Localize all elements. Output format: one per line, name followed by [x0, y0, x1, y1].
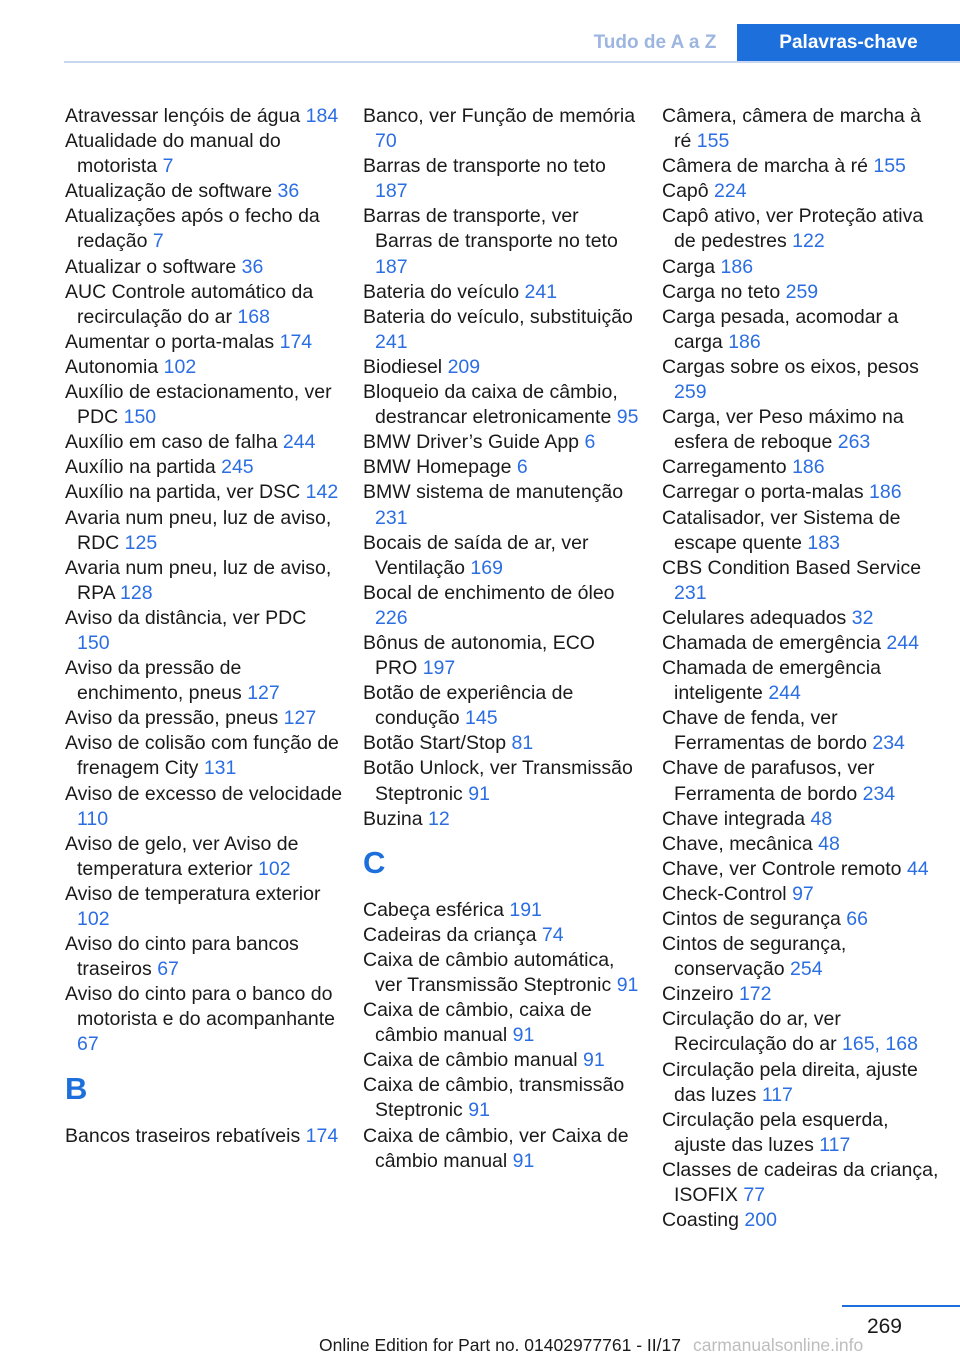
index-entry — [662, 982, 940, 1007]
index-entry — [662, 154, 940, 179]
page-reference-link[interactable]: 6 — [584, 431, 596, 454]
index-term: Aviso de temperatura exterior — [65, 882, 321, 905]
index-term: Atravessar lençóis de água — [65, 105, 301, 127]
page-reference-link[interactable]: 81 — [511, 732, 534, 755]
index-entry — [65, 982, 343, 1057]
index-term: Chave de parafusos, ver Ferramenta de bordo — [662, 757, 875, 805]
index-term: Auxílio de estacionamento, ver PDC — [65, 381, 332, 429]
page-reference-link[interactable]: 6 — [516, 456, 528, 479]
index-column-3 — [662, 104, 940, 1233]
page-reference-link[interactable]: 174 — [279, 330, 313, 353]
index-term: Chave de fenda, ver Ferramentas de bordo — [662, 707, 867, 755]
index-entry — [662, 907, 940, 932]
index-entry — [363, 923, 641, 948]
page-reference-link[interactable]: 244 — [886, 631, 919, 654]
index-term: Auxílio na partida, ver DSC — [65, 481, 301, 504]
index-term: Câmera, câmera de marcha à ré — [662, 105, 922, 153]
page-reference-link[interactable]: 48 — [818, 832, 840, 855]
index-entry — [662, 480, 940, 505]
page-reference-link[interactable]: 145 — [465, 707, 498, 730]
index-entry — [363, 1124, 641, 1174]
index-term: Chave integrada — [662, 807, 806, 830]
page-reference-link[interactable]: 254 — [790, 958, 823, 981]
index-entry — [363, 631, 641, 681]
page-reference-link[interactable]: 91 — [512, 1149, 535, 1172]
page-reference-link[interactable]: 231 — [375, 506, 408, 529]
index-entry — [363, 731, 641, 756]
page-reference-link[interactable]: 241 — [375, 330, 408, 353]
page-reference-link[interactable]: 128 — [120, 581, 153, 604]
index-entry — [363, 455, 641, 480]
page-reference-link[interactable]: 165, 168 — [842, 1033, 918, 1056]
index-entry — [662, 882, 940, 907]
index-term: Circulação pela direita, ajuste das luzes — [662, 1058, 918, 1106]
index-entry — [65, 204, 343, 254]
page-reference-link[interactable]: 231 — [674, 581, 707, 604]
page-reference-link[interactable]: 12 — [428, 807, 450, 830]
index-term: Cinzeiro — [662, 983, 734, 1006]
chapter-tab[interactable]: Palavras-chave — [737, 24, 960, 62]
index-term: Carregar o porta-malas — [662, 481, 864, 504]
index-entry — [363, 1048, 641, 1073]
page-reference-link[interactable]: 91 — [468, 782, 490, 805]
index-term: AUC Controle automático da recirculação do ar — [65, 280, 314, 328]
index-entry — [65, 179, 343, 204]
index-term: Chave, mecânica — [662, 832, 813, 855]
index-entry — [363, 998, 641, 1048]
page-reference-link[interactable]: 97 — [792, 882, 814, 905]
page-reference-link[interactable]: 187 — [375, 255, 408, 278]
index-entry — [65, 330, 343, 355]
index-entry — [363, 280, 641, 305]
edition-footer: Online Edition for Part no. 01402977761 - II/17 — [319, 1335, 681, 1355]
index-term: Câmera de marcha à ré — [662, 155, 868, 178]
page-reference-link[interactable]: 155 — [873, 155, 906, 178]
index-term: Cabeça esférica — [363, 898, 504, 921]
index-term: Aviso da pressão de enchimento, pneus — [65, 657, 242, 705]
index-term: Barras de transporte no teto — [363, 155, 606, 178]
header-divider — [64, 61, 960, 63]
index-entry — [65, 1124, 343, 1149]
index-term: Cargas sobre os eixos, pesos — [662, 355, 919, 378]
index-entry — [662, 405, 940, 455]
page-number: 269 — [866, 1315, 902, 1338]
index-term: Auxílio em caso de falha — [65, 431, 278, 454]
index-entry — [662, 204, 940, 254]
index-term: Bocal de enchimento de óleo — [363, 581, 615, 604]
index-letter-heading: C — [363, 844, 386, 880]
page-reference-link[interactable]: 241 — [524, 280, 558, 303]
page-reference-link[interactable]: 102 — [258, 857, 291, 880]
index-term: Classes de cadeiras da criança, ISOFIX — [662, 1158, 939, 1207]
index-term: Cintos de segurança, conservação — [662, 933, 847, 981]
page-reference-link[interactable]: 91 — [616, 974, 639, 996]
index-entry — [65, 255, 343, 280]
page-reference-link[interactable]: 48 — [810, 807, 833, 830]
index-entry — [363, 948, 641, 998]
page-reference-link[interactable]: 244 — [768, 682, 801, 705]
index-term: Bateria do veículo, substituição — [363, 305, 633, 328]
index-entry — [363, 430, 641, 455]
index-term: Bateria do veículo — [363, 280, 520, 303]
index-term: Aumentar o porta-malas — [65, 330, 275, 353]
page-reference-link[interactable]: 74 — [541, 923, 564, 946]
index-term: Bônus de autonomia, ECO PRO — [363, 631, 595, 680]
index-entry — [662, 756, 940, 806]
index-term: Aviso de gelo, ver Aviso de temperatura exterior — [65, 832, 299, 880]
index-entry — [662, 556, 940, 606]
page-reference-link[interactable]: 117 — [819, 1133, 851, 1156]
index-letter-heading: B — [65, 1070, 88, 1106]
index-term: BMW Homepage — [363, 456, 512, 479]
index-term: Capô ativo, ver Proteção ativa de pedestres — [662, 205, 924, 253]
index-term: Carga — [662, 255, 716, 278]
index-entry — [363, 1073, 641, 1123]
page-reference-link[interactable]: 77 — [743, 1184, 766, 1207]
page-reference-link[interactable]: 102 — [163, 355, 197, 378]
index-entry — [662, 606, 940, 631]
page-reference-link[interactable]: 186 — [720, 255, 754, 278]
page-reference-link[interactable]: 234 — [872, 732, 905, 755]
index-term: Barras de transporte, ver Barras de transporte no teto — [363, 205, 618, 253]
index-entry — [65, 731, 343, 781]
index-term: Circulação do ar, ver Recirculação do ar — [662, 1008, 841, 1056]
page-reference-link[interactable]: 95 — [616, 406, 639, 429]
index-entry — [662, 631, 940, 656]
index-entry — [662, 1058, 940, 1108]
index-term: Avaria num pneu, luz de aviso, RDC — [65, 506, 332, 554]
page-reference-link[interactable]: 234 — [862, 782, 896, 805]
page-reference-link[interactable]: 7 — [152, 230, 164, 253]
index-entry — [65, 782, 343, 832]
index-entry — [65, 355, 343, 380]
index-term: Aviso do cinto para o banco do motorista e do acompanhante — [65, 983, 335, 1031]
page-reference-link[interactable]: 102 — [77, 908, 110, 930]
index-entry — [65, 280, 343, 330]
page-reference-link[interactable]: 66 — [846, 908, 868, 930]
index-entry — [662, 706, 940, 756]
index-term: Atualização de software — [65, 180, 273, 203]
index-entry — [662, 355, 940, 405]
index-entry — [662, 1208, 940, 1233]
index-term: Caixa de câmbio, ver Caixa de câmbio manual — [363, 1124, 629, 1172]
page-reference-link[interactable]: 186 — [728, 330, 761, 353]
index-entry — [662, 305, 940, 355]
page-reference-link[interactable]: 127 — [247, 682, 280, 705]
index-entry — [65, 104, 343, 129]
page-reference-link[interactable]: 197 — [422, 657, 456, 680]
page-reference-link[interactable]: 174 — [305, 1124, 339, 1147]
page-reference-link[interactable]: 150 — [77, 631, 110, 654]
page-reference-link[interactable]: 36 — [277, 180, 300, 203]
index-term: Aviso da pressão, pneus — [65, 707, 279, 730]
index-entry — [65, 932, 343, 982]
index-entry — [65, 882, 343, 932]
index-term: Aviso de excesso de velocidade — [65, 782, 343, 805]
index-term: Celulares adequados — [662, 606, 847, 629]
page-reference-link[interactable]: 155 — [696, 130, 730, 153]
index-entry — [662, 1158, 940, 1208]
page-reference-link[interactable]: 224 — [714, 180, 747, 203]
page-reference-link[interactable]: 186 — [792, 456, 825, 479]
index-entry — [363, 104, 641, 154]
page-reference-link[interactable]: 142 — [305, 481, 339, 504]
index-term: BMW Driver’s Guide App — [363, 431, 580, 454]
index-term: Coasting — [662, 1209, 739, 1232]
index-term: Capô — [662, 180, 709, 203]
index-entry — [363, 355, 641, 380]
page-reference-link[interactable]: 36 — [241, 255, 264, 278]
index-term: Chamada de emergência inteligente — [662, 657, 881, 705]
page-reference-link[interactable]: 172 — [738, 983, 772, 1006]
index-term: Bocais de saída de ar, ver Ventilação — [363, 531, 589, 579]
page-reference-link[interactable]: 122 — [792, 230, 825, 253]
page-reference-link[interactable]: 259 — [674, 381, 707, 404]
index-term: Biodiesel — [363, 355, 443, 378]
index-entry — [662, 807, 940, 832]
index-term: Cadeiras da criança — [363, 923, 537, 946]
index-entry — [363, 305, 641, 355]
page-reference-link[interactable]: 67 — [77, 1033, 99, 1056]
index-entry — [363, 756, 641, 806]
index-term: Caixa de câmbio automática, ver Transmissão Steptronic — [363, 948, 615, 996]
page-reference-link[interactable]: 32 — [851, 606, 874, 629]
page-reference-link[interactable]: 70 — [375, 130, 397, 153]
index-entry — [65, 556, 343, 606]
index-term: Caixa de câmbio, transmissão Steptronic — [363, 1074, 625, 1122]
index-term: Autonomia — [65, 355, 159, 378]
index-entry — [662, 656, 940, 706]
watermark: carmanualsonline.info — [693, 1335, 864, 1355]
page-reference-link[interactable]: 91 — [512, 1024, 535, 1047]
index-term: Botão Unlock, ver Transmissão Steptronic — [363, 757, 633, 805]
page-reference-link[interactable]: 245 — [221, 456, 254, 479]
index-term: Caixa de câmbio, caixa de câmbio manual — [363, 999, 592, 1047]
index-entry — [662, 506, 940, 556]
page-reference-link[interactable]: 186 — [869, 481, 902, 504]
index-term: Carga, ver Peso máximo na esfera de reboque — [662, 406, 904, 454]
page-reference-link[interactable]: 91 — [468, 1099, 490, 1122]
index-entry — [363, 898, 641, 923]
index-term: Chamada de emergência — [662, 631, 881, 654]
page-reference-link[interactable]: 209 — [447, 355, 481, 378]
index-term: Bancos traseiros rebatíveis — [65, 1124, 301, 1147]
index-term: Atualidade do manual do motorista — [65, 130, 281, 178]
index-entry — [65, 129, 343, 179]
index-entry — [662, 1108, 940, 1158]
page-reference-link[interactable]: 191 — [509, 898, 542, 921]
index-term: Bloqueio da caixa de câmbio, destrancar eletronicamente — [363, 381, 618, 429]
index-term: Avaria num pneu, luz de aviso, RPA — [65, 556, 332, 604]
index-term: Botão de experiência de condução — [363, 682, 574, 730]
index-term: Carregamento — [662, 456, 787, 479]
page-reference-link[interactable]: 110 — [77, 807, 109, 830]
page-reference-link[interactable]: 131 — [203, 757, 237, 780]
index-entry — [65, 832, 343, 882]
index-term: CBS Condition Based Service — [662, 556, 922, 579]
index-term: Circulação pela esquerda, ajuste das luzes — [662, 1108, 889, 1156]
index-entry — [363, 154, 641, 204]
index-term: Catalisador, ver Sistema de escape quente — [662, 506, 901, 554]
index-term: Aviso do cinto para bancos traseiros — [65, 933, 299, 981]
index-entry — [65, 430, 343, 455]
index-column-2 — [363, 104, 641, 1174]
page-reference-link[interactable]: 91 — [583, 1049, 605, 1072]
page-header — [0, 24, 960, 62]
index-term: Chave, ver Controle remoto — [662, 857, 902, 880]
index-entry — [65, 480, 343, 505]
index-entry — [662, 932, 940, 982]
index-term: Cintos de segurança — [662, 908, 841, 930]
index-term: BMW sistema de manutenção — [363, 481, 624, 504]
page-reference-link[interactable]: 259 — [785, 280, 819, 303]
index-entry — [65, 455, 343, 480]
page-reference-link[interactable]: 117 — [761, 1083, 793, 1106]
index-entry — [662, 857, 940, 882]
page-reference-link[interactable]: 184 — [305, 105, 339, 127]
index-entry — [65, 506, 343, 556]
page-reference-link[interactable]: 127 — [283, 707, 317, 730]
index-entry — [662, 280, 940, 305]
page-reference-link[interactable]: 125 — [124, 531, 158, 554]
page-reference-link[interactable]: 263 — [837, 431, 871, 454]
index-entry — [65, 706, 343, 731]
index-entry — [363, 204, 641, 279]
page-reference-link[interactable]: 187 — [375, 180, 408, 203]
page-reference-link[interactable]: 244 — [282, 431, 316, 454]
index-term: Carga pesada, acomodar a carga — [662, 305, 899, 353]
page-reference-link[interactable]: 169 — [470, 556, 503, 579]
index-entry — [662, 179, 940, 204]
page-reference-link[interactable]: 200 — [744, 1209, 777, 1232]
footer-divider — [842, 1305, 960, 1307]
index-term: Botão Start/Stop — [363, 732, 507, 755]
index-entry — [662, 455, 940, 480]
index-entry — [363, 681, 641, 731]
page-reference-link[interactable]: 67 — [157, 958, 179, 981]
index-term: Aviso de colisão com função de frenagem City — [65, 732, 339, 780]
page-reference-link[interactable]: 168 — [237, 305, 270, 328]
index-entry — [65, 380, 343, 430]
index-column-1 — [65, 104, 343, 1149]
index-entry — [363, 380, 641, 430]
index-term: Auxílio na partida — [65, 456, 216, 479]
page-reference-link[interactable]: 183 — [807, 531, 840, 554]
page-reference-link[interactable]: 150 — [123, 406, 157, 429]
page-reference-link[interactable]: 226 — [375, 606, 408, 629]
index-entry — [65, 606, 343, 656]
index-term: Banco, ver Função de memória — [363, 105, 636, 127]
index-entry — [363, 581, 641, 631]
index-term: Atualizações após o fecho da redação — [65, 205, 320, 253]
index-term: Aviso da distância, ver PDC — [65, 606, 307, 629]
index-entry — [363, 480, 641, 530]
index-entry — [662, 832, 940, 857]
index-term: Caixa de câmbio manual — [363, 1049, 578, 1072]
index-term: Carga no teto — [662, 280, 781, 303]
index-term: Check-Control — [662, 882, 787, 905]
index-entry — [662, 1007, 940, 1057]
index-entry — [662, 104, 940, 154]
index-entry — [363, 807, 641, 832]
section-tab[interactable]: Tudo de A a Z — [593, 32, 717, 53]
page-reference-link[interactable]: 44 — [906, 857, 929, 880]
index-term: Atualizar o software — [65, 255, 237, 278]
index-entry — [65, 656, 343, 706]
index-entry — [662, 255, 940, 280]
index-entry — [363, 531, 641, 581]
index-term: Buzina — [363, 807, 423, 830]
page-reference-link[interactable]: 7 — [162, 155, 174, 178]
